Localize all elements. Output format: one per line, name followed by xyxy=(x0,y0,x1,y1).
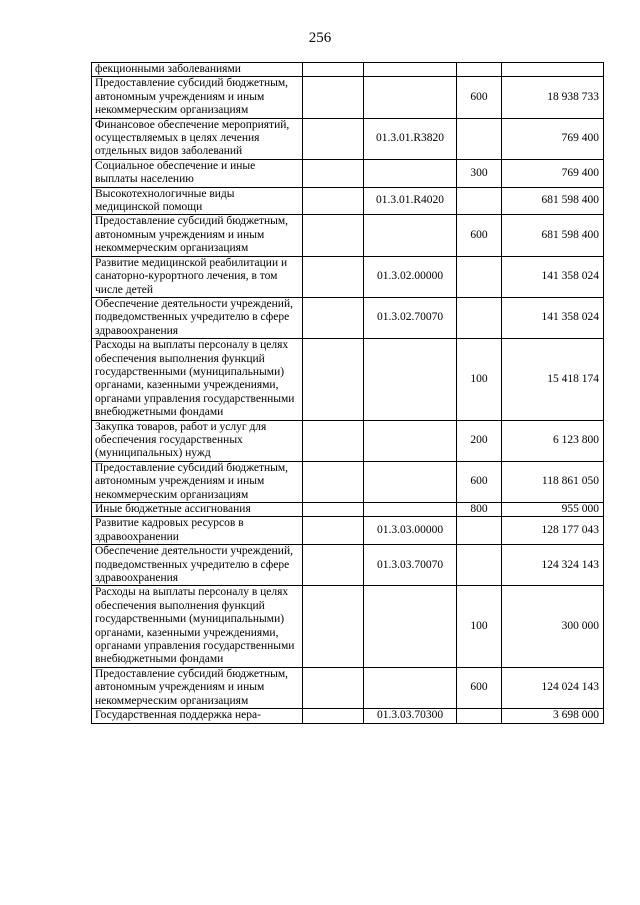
amount-cell: 681 598 400 xyxy=(502,187,604,215)
target-article-cell xyxy=(364,503,457,517)
expense-type-cell: 600 xyxy=(457,461,502,502)
expense-name-cell: Обеспечение деятельности учреждений, подведомственных учредителю в сфере здравоохранения xyxy=(92,545,303,586)
expense-type-cell: 600 xyxy=(457,215,502,256)
amount-cell: 300 000 xyxy=(502,586,604,667)
target-article-cell: 01.3.01.R4020 xyxy=(364,187,457,215)
empty-cell xyxy=(303,63,364,77)
expense-type-cell xyxy=(457,256,502,297)
target-article-cell: 01.3.03.70300 xyxy=(364,709,457,723)
expense-type-cell: 100 xyxy=(457,586,502,667)
expense-name-cell: Предоставление субсидий бюджетным, автономным учреждениям и иным некоммерческим организациям xyxy=(92,77,303,118)
empty-cell xyxy=(303,297,364,338)
target-article-cell: 01.3.03.00000 xyxy=(364,517,457,545)
table-row xyxy=(92,420,604,461)
amount-cell: 128 177 043 xyxy=(502,517,604,545)
expense-type-cell xyxy=(457,297,502,338)
table-row xyxy=(92,517,604,545)
expense-type-cell: 600 xyxy=(457,77,502,118)
target-article-cell: 01.3.02.70070 xyxy=(364,297,457,338)
target-article-cell: 01.3.02.00000 xyxy=(364,256,457,297)
expense-name-cell: Предоставление субсидий бюджетным, автономным учреждениям и иным некоммерческим организациям xyxy=(92,667,303,708)
empty-cell xyxy=(303,159,364,187)
target-article-cell xyxy=(364,339,457,420)
target-article-cell: 01.3.01.R3820 xyxy=(364,118,457,159)
table-row xyxy=(92,545,604,586)
table-row xyxy=(92,297,604,338)
expense-name-cell: Развитие медицинской реабилитации и санаторно-курортного лечения, в том числе детей xyxy=(92,256,303,297)
expense-name-cell: Закупка товаров, работ и услуг для обеспечения государственных (муниципальных) нужд xyxy=(92,420,303,461)
expense-name-cell: Обеспечение деятельности учреждений, подведомственных учредителю в сфере здравоохранения xyxy=(92,297,303,338)
table-row xyxy=(92,461,604,502)
amount-cell xyxy=(502,63,604,77)
expense-type-cell xyxy=(457,517,502,545)
amount-cell: 118 861 050 xyxy=(502,461,604,502)
budget-table-body xyxy=(92,63,604,724)
target-article-cell xyxy=(364,77,457,118)
empty-cell xyxy=(303,187,364,215)
amount-cell: 769 400 xyxy=(502,159,604,187)
expense-type-cell xyxy=(457,187,502,215)
amount-cell: 3 698 000 xyxy=(502,709,604,723)
expense-name-cell: Социальное обеспечение и иные выплаты населению xyxy=(92,159,303,187)
amount-cell: 141 358 024 xyxy=(502,256,604,297)
table-row xyxy=(92,586,604,667)
amount-cell: 15 418 174 xyxy=(502,339,604,420)
expense-type-cell: 200 xyxy=(457,420,502,461)
target-article-cell xyxy=(364,159,457,187)
amount-cell: 124 324 143 xyxy=(502,545,604,586)
empty-cell xyxy=(303,420,364,461)
expense-name-cell: Финансовое обеспечение мероприятий, осуществляемых в целях лечения отдельных видов заболеваний xyxy=(92,118,303,159)
amount-cell: 6 123 800 xyxy=(502,420,604,461)
table-row xyxy=(92,667,604,708)
target-article-cell xyxy=(364,420,457,461)
amount-cell: 955 000 xyxy=(502,503,604,517)
target-article-cell xyxy=(364,215,457,256)
table-row xyxy=(92,256,604,297)
empty-cell xyxy=(303,256,364,297)
expense-name-cell: Высокотехнологичные виды медицинской помощи xyxy=(92,187,303,215)
expense-name-cell: Государственная поддержка нера- xyxy=(92,709,303,723)
table-row xyxy=(92,339,604,420)
empty-cell xyxy=(303,215,364,256)
table-row xyxy=(92,709,604,723)
expense-type-cell xyxy=(457,63,502,77)
budget-table xyxy=(91,62,604,724)
target-article-cell xyxy=(364,461,457,502)
target-article-cell xyxy=(364,63,457,77)
empty-cell xyxy=(303,118,364,159)
empty-cell xyxy=(303,339,364,420)
amount-cell: 769 400 xyxy=(502,118,604,159)
expense-type-cell: 300 xyxy=(457,159,502,187)
amount-cell: 18 938 733 xyxy=(502,77,604,118)
amount-cell: 141 358 024 xyxy=(502,297,604,338)
table-row xyxy=(92,503,604,517)
empty-cell xyxy=(303,517,364,545)
amount-cell: 124 024 143 xyxy=(502,667,604,708)
target-article-cell xyxy=(364,586,457,667)
empty-cell xyxy=(303,461,364,502)
target-article-cell: 01.3.03.70070 xyxy=(364,545,457,586)
expense-type-cell xyxy=(457,709,502,723)
empty-cell xyxy=(303,586,364,667)
empty-cell xyxy=(303,503,364,517)
expense-name-cell: фекционными заболеваниями xyxy=(92,63,303,77)
expense-name-cell: Развитие кадровых ресурсов в здравоохранении xyxy=(92,517,303,545)
expense-name-cell: Иные бюджетные ассигнования xyxy=(92,503,303,517)
empty-cell xyxy=(303,667,364,708)
page-number: 256 xyxy=(308,30,332,46)
empty-cell xyxy=(303,77,364,118)
expense-name-cell: Предоставление субсидий бюджетным, автономным учреждениям и иным некоммерческим организациям xyxy=(92,461,303,502)
empty-cell xyxy=(303,545,364,586)
table-row xyxy=(92,118,604,159)
expense-name-cell: Расходы на выплаты персоналу в целях обеспечения выполнения функций государственными (муниципальными) органами, казенными учреждениями, органами управления государственными внебюджетными фондами xyxy=(92,339,303,420)
table-row xyxy=(92,77,604,118)
expense-type-cell xyxy=(457,118,502,159)
expense-type-cell: 600 xyxy=(457,667,502,708)
table-row xyxy=(92,63,604,77)
expense-type-cell: 100 xyxy=(457,339,502,420)
expense-name-cell: Предоставление субсидий бюджетным, автономным учреждениям и иным некоммерческим организациям xyxy=(92,215,303,256)
target-article-cell xyxy=(364,667,457,708)
empty-cell xyxy=(303,709,364,723)
expense-type-cell xyxy=(457,545,502,586)
table-row xyxy=(92,159,604,187)
expense-name-cell: Расходы на выплаты персоналу в целях обеспечения выполнения функций государственными (муниципальными) органами, казенными учреждениями, органами управления государственными внебюджетными фондами xyxy=(92,586,303,667)
table-row xyxy=(92,187,604,215)
amount-cell: 681 598 400 xyxy=(502,215,604,256)
expense-type-cell: 800 xyxy=(457,503,502,517)
table-row xyxy=(92,215,604,256)
